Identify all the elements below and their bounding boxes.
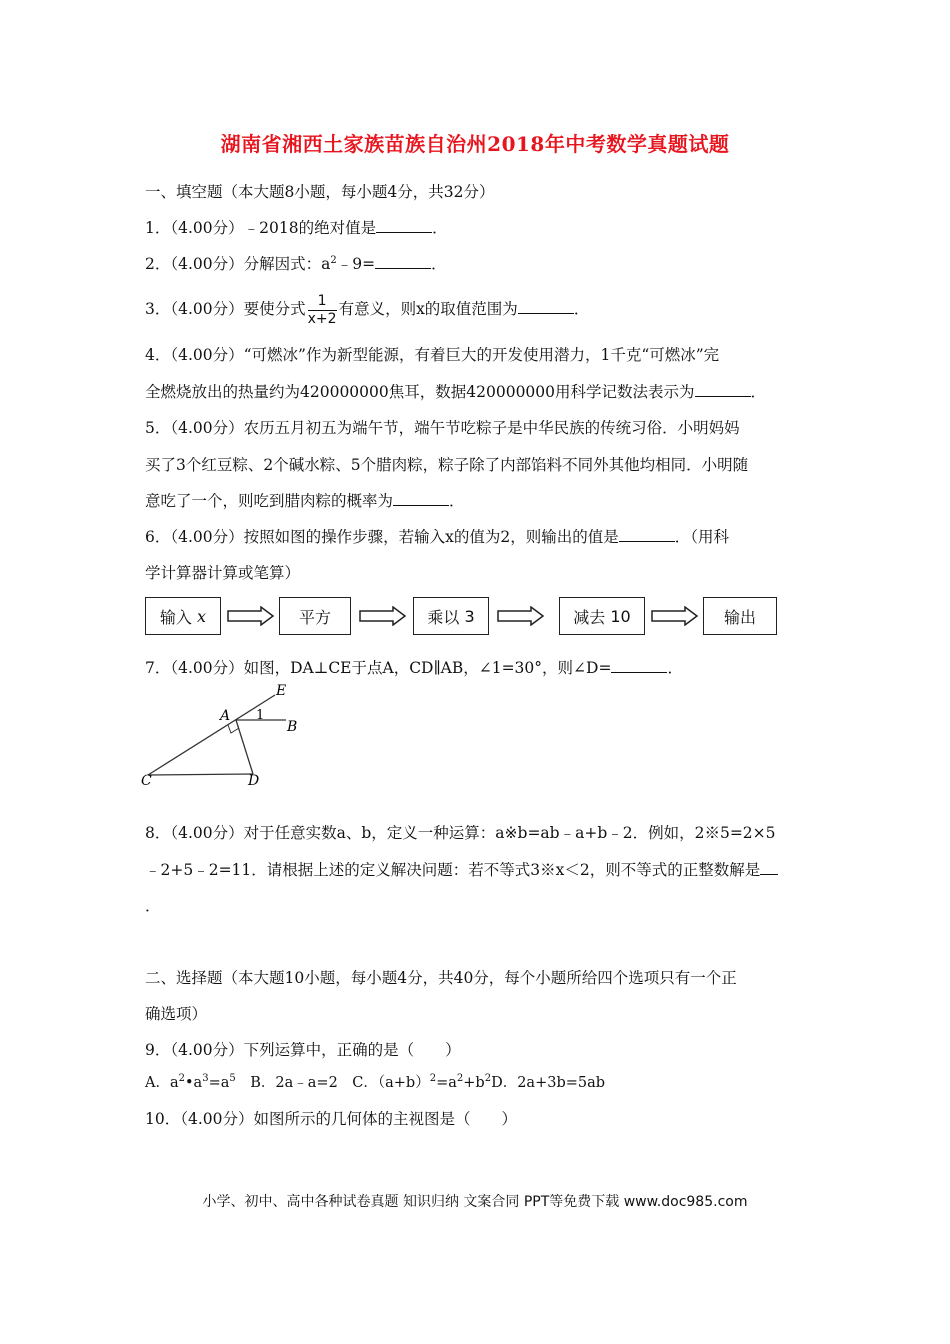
section-heading-choice-line-2: 确选项）	[145, 1005, 208, 1023]
question-6-text: 6．（4.00分）按照如图的操作步骤，若输入x的值为2，则输出的值是	[145, 528, 619, 546]
fraction-denominator: x+2	[307, 310, 337, 327]
exponent: 2	[178, 1073, 185, 1084]
question-5-line-3	[145, 490, 465, 512]
exponent: 3	[202, 1073, 209, 1084]
question-5-line-2: 买了3个红豆粽、2个碱水粽、5个腊肉粽，粽子除了内部馅料不同外其他均相同．小明随	[145, 456, 749, 474]
exponent: 2	[429, 1073, 437, 1084]
geometry-figure	[140, 683, 320, 793]
question-9-stem: 9．（4.00分）下列运算中，正确的是（ ）	[145, 1041, 461, 1059]
option-c-mid: =a	[436, 1075, 457, 1091]
option-d: D．2a+3b=5ab	[491, 1075, 606, 1091]
question-1-end: ．	[432, 219, 448, 237]
question-7-end: ．	[667, 659, 683, 677]
question-4-end: ．	[750, 383, 767, 401]
label-D: D	[248, 773, 260, 789]
option-b-c: B．2a﹣a=2 C．（a+b）	[235, 1075, 430, 1091]
question-7-text: 7．（4.00分）如图，DA⊥CE于点A，CD∥AB，∠1=30°，则∠D=	[145, 659, 612, 677]
question-10: 10．（4.00分）如图所示的几何体的主视图是（ ）	[145, 1110, 517, 1128]
answer-blank	[393, 490, 449, 506]
option-a-mid: =a	[208, 1075, 230, 1091]
flow-subtract-label: 减去	[573, 607, 606, 627]
footer-advert: 小学、初中、高中各种试卷真题 知识归纳 文案合同 PPT等免费下载 www.doc985.com	[202, 1194, 748, 1210]
section-heading-fill-in: 一、填空题（本大题8小题，每小题4分，共32分）	[145, 183, 495, 201]
question-5-text: 意吃了一个，则吃到腊肉粽的概率为	[145, 492, 394, 510]
flow-arrow-icon	[497, 606, 545, 626]
question-3-text-mid: 有意义，则x的取值范围为	[338, 300, 518, 318]
question-8-text: ﹣2+5﹣2=11．请根据上述的定义解决问题：若不等式3※x＜2，则不等式的正整数解是	[145, 861, 761, 879]
question-6-line-1	[145, 526, 729, 548]
flow-multiply-label: 乘以	[427, 607, 460, 627]
page-title: 湖南省湘西土家族苗族自治州2018年中考数学真题试题	[220, 132, 730, 156]
label-A: A	[220, 708, 231, 724]
flow-box-subtract	[559, 597, 645, 635]
flow-arrow-icon	[227, 606, 275, 626]
question-4-line-1: 4．（4.00分）“可燃冰”作为新型能源，有着巨大的开发使用潜力，1千克“可燃冰”完	[145, 346, 720, 364]
question-8-line-2	[145, 859, 778, 881]
section-heading-choice-line-1: 二、选择题（本大题10小题，每小题4分，共40分，每个小题所给四个选项只有一个正	[145, 969, 737, 987]
option-a: A．a	[145, 1075, 179, 1091]
label-C: C	[141, 773, 152, 789]
answer-blank	[375, 253, 431, 269]
question-3-text: 3．（4.00分）要使分式	[145, 300, 306, 318]
exponent: 2	[484, 1073, 492, 1084]
flow-box-output: 输出	[703, 597, 777, 635]
question-3-end: ．	[573, 300, 590, 318]
answer-blank	[518, 298, 574, 314]
answer-blank	[611, 657, 667, 673]
exponent: 2	[456, 1073, 464, 1084]
label-B: B	[287, 719, 298, 735]
question-9-options	[145, 1072, 605, 1094]
answer-blank	[619, 526, 675, 542]
question-1-text: 1．（4.00分）﹣2018的绝对值是	[145, 219, 377, 237]
flow-box-multiply	[413, 597, 489, 635]
question-6-line-2: 学计算器计算或笔算）	[145, 564, 301, 582]
option-a-mid: •a	[185, 1075, 203, 1091]
question-6-text-end: ．（用科	[674, 528, 729, 546]
question-8-line-1: 8．（4.00分）对于任意实数a、b，定义一种运算：a※b=ab﹣a+b﹣2．例如，2※5=2×5	[145, 824, 776, 842]
answer-blank	[760, 859, 778, 875]
exponent: 2	[330, 255, 337, 266]
operation-flowchart	[145, 597, 785, 639]
answer-blank	[376, 217, 432, 233]
question-1	[145, 217, 448, 239]
fraction	[308, 293, 337, 328]
flow-input-variable: x	[197, 606, 207, 626]
exponent: 5	[229, 1073, 236, 1084]
question-5-end: ．	[449, 492, 465, 510]
flow-box-square: 平方	[279, 597, 351, 635]
question-3	[145, 290, 589, 328]
option-c-mid: +b	[463, 1075, 485, 1091]
question-2-text-mid: ﹣9=	[336, 255, 376, 273]
question-7	[145, 657, 683, 679]
flow-box-input	[145, 597, 221, 635]
question-4-text: 全燃烧放出的热量约为420000000焦耳，数据420000000用科学记数法表示为	[145, 383, 695, 401]
flow-arrow-icon	[651, 606, 699, 626]
question-5-line-1: 5．（4.00分）农历五月初五为端午节，端午节吃粽子是中华民族的传统习俗．小明妈妈	[145, 419, 740, 437]
answer-blank	[695, 381, 751, 397]
question-2-end: ．	[431, 255, 447, 273]
label-E: E	[276, 683, 287, 699]
flow-multiply-number: 3	[464, 606, 475, 626]
flow-subtract-number: 10	[610, 606, 631, 626]
label-angle-1: 1	[256, 708, 265, 723]
flow-input-label: 输入	[159, 607, 192, 627]
question-8-line-3: ．	[145, 897, 161, 915]
question-4-line-2	[145, 381, 766, 403]
fraction-numerator: 1	[308, 293, 337, 311]
flow-arrow-icon	[359, 606, 407, 626]
question-2	[145, 253, 447, 275]
question-2-text: 2．（4.00分）分解因式：a	[145, 255, 331, 273]
